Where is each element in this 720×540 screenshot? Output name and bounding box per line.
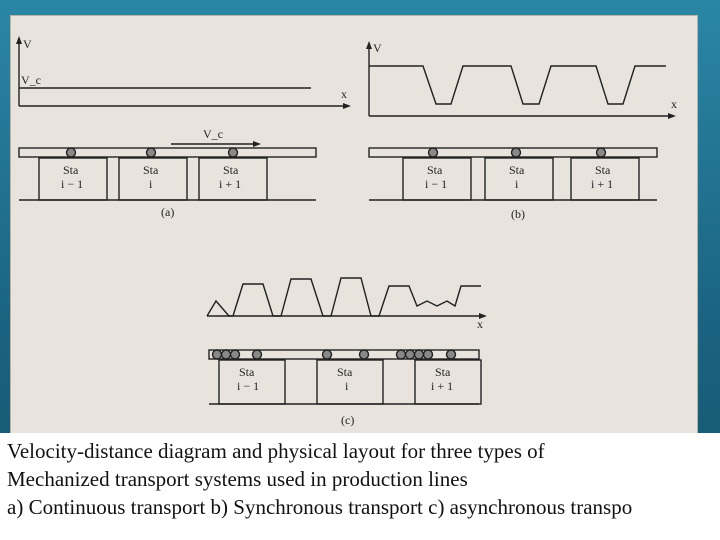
panel-b-label: (b) [511,207,525,221]
panel-b-part [512,148,521,157]
panel-c-sta-1-top: Sta [239,365,255,379]
panel-a-arrow-label: V_c [203,127,223,141]
panel-a-part [67,148,76,157]
caption-line-1: Velocity-distance diagram and physical layout for three types of [7,439,545,463]
panel-b-x-label: x [671,97,677,111]
panel-b-sta-2-top: Sta [509,163,525,177]
panel-b-v-label: V [373,41,382,55]
panel-b-part [597,148,606,157]
panel-c-sta-3-bottom: i + 1 [431,379,454,393]
panel-b-sta-3-bottom: i + 1 [591,177,614,191]
transport-diagram [11,16,697,434]
panel-b-velocity-profile [369,66,666,104]
panel-c-sta-2-bottom: i [345,379,349,393]
panel-a-part [147,148,156,157]
panel-a-speed-label: V_c [21,73,41,87]
panel-a-sta-3-top: Sta [223,163,239,177]
panel-a-sta-2-top: Sta [143,163,159,177]
panel-a-label: (a) [161,205,175,219]
panel-b-sta-2-bottom: i [515,177,519,191]
panel-a-sta-1-bottom: i − 1 [61,177,84,191]
panel-c-sta-2-top: Sta [337,365,353,379]
caption-line-2: Mechanized transport systems used in production lines [7,467,468,491]
panel-c-label: (c) [341,413,355,427]
panel-b-sta-3-top: Sta [595,163,611,177]
panel-c-sta-3-top: Sta [435,365,451,379]
panel-a-sta-2-bottom: i [149,177,153,191]
panel-a-sta-1-top: Sta [63,163,79,177]
caption-box [0,433,720,540]
panel-c-sta-1-bottom: i − 1 [237,379,260,393]
panel-a-v-label: V [23,37,32,51]
panel-b-sta-1-top: Sta [427,163,443,177]
panel-b-sta-1-bottom: i − 1 [425,177,448,191]
panel-a-conveyor [19,148,316,157]
panel-c-conveyor [209,350,479,359]
caption-line-3: a) Continuous transport b) Synchronous transport c) asynchronous transpo [7,495,633,519]
panel-a-x-label: x [341,87,347,101]
panel-c-velocity-profile [207,278,481,316]
figure-panel [10,15,698,435]
panel-a-sta-3-bottom: i + 1 [219,177,242,191]
panel-a-part [229,148,238,157]
panel-b-part [429,148,438,157]
panel-c-x-label: x [477,317,483,331]
